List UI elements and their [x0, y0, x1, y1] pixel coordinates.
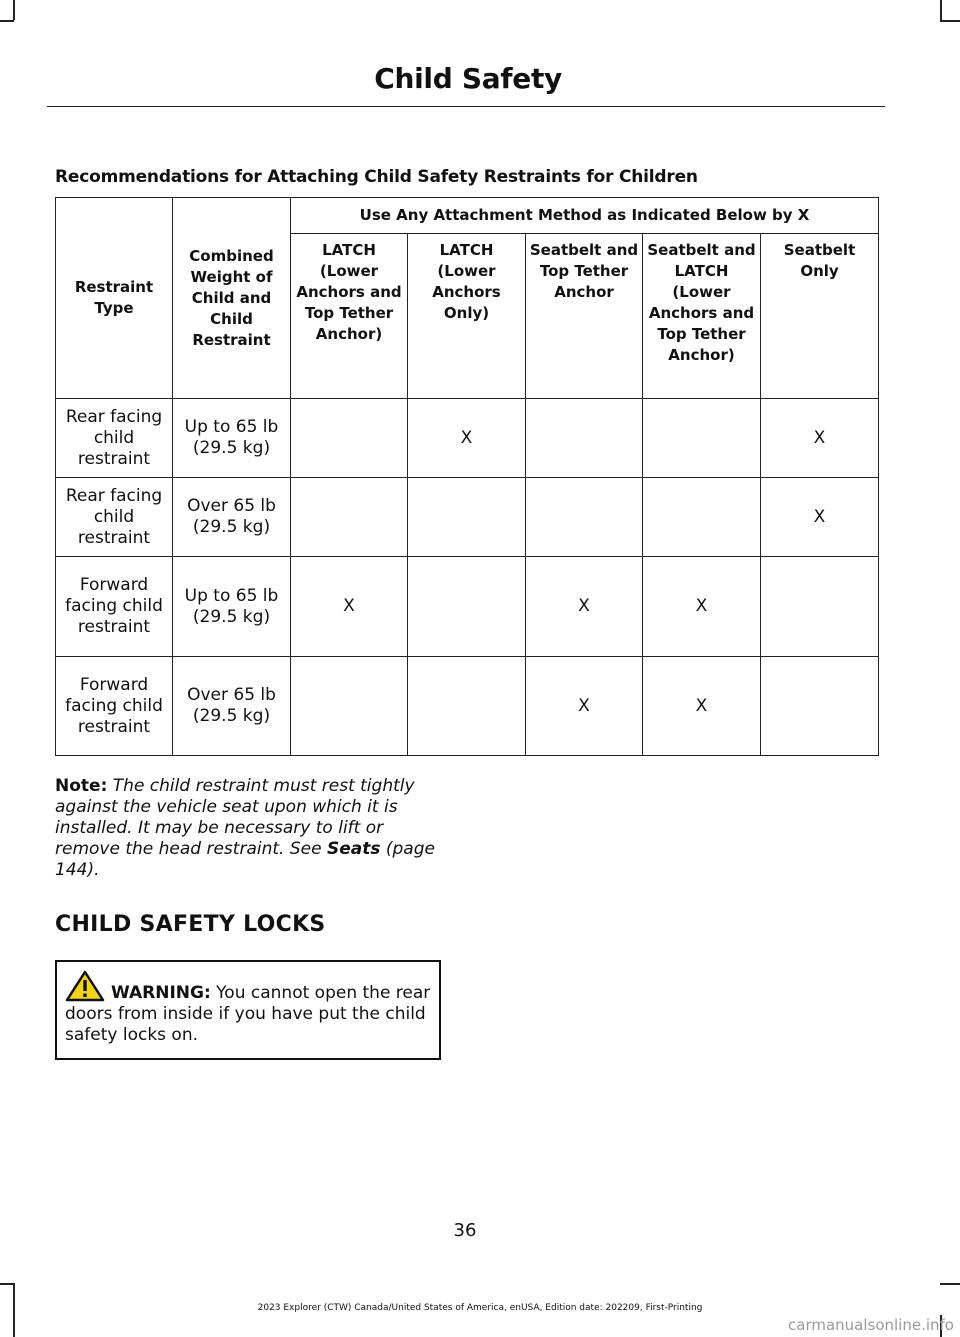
note-text: The child restraint must rest tightly against the vehicle seat upon which it is installed. It may be necessary to lift or remove the head restraint. See: [55, 776, 415, 859]
page-title: Child Safety: [374, 62, 562, 95]
mark-cell: [761, 657, 879, 756]
section-heading: CHILD SAFETY LOCKS: [55, 912, 326, 937]
header-attachment-group: Use Any Attachment Method as Indicated Below by X: [291, 198, 879, 234]
mark-cell: X: [643, 657, 761, 756]
mark-cell: X: [761, 399, 879, 478]
warning-triangle-icon: [65, 970, 105, 1002]
restraint-type-cell: Forward facing child restraint: [56, 557, 173, 657]
mark-cell: [408, 478, 526, 557]
header-method: LATCH (Lower Anchors Only): [408, 234, 526, 399]
restraint-table: [55, 197, 879, 756]
weight-cell: Up to 65 lb (29.5 kg): [173, 399, 291, 478]
weight-cell: Over 65 lb (29.5 kg): [173, 478, 291, 557]
table-row: [56, 399, 879, 478]
header-method: Seatbelt Only: [761, 234, 879, 399]
warning-label: WARNING:: [111, 983, 211, 1003]
mark-cell: X: [761, 478, 879, 557]
mark-cell: [408, 657, 526, 756]
mark-cell: [526, 399, 643, 478]
warning-box: [55, 960, 441, 1060]
header-divider: [47, 106, 885, 107]
header-combined-weight: Combined Weight of Child and Child Restraint: [173, 198, 291, 399]
header-method: Seatbelt and LATCH (Lower Anchors and Top Tether Anchor): [643, 234, 761, 399]
mark-cell: [408, 557, 526, 657]
warning-text: You cannot open the rear doors from inside if you have put the child safety locks on.: [65, 983, 431, 1045]
mark-cell: [526, 478, 643, 557]
crop-mark: [0, 20, 14, 22]
table-row: [56, 478, 879, 557]
restraint-type-cell: Forward facing child restraint: [56, 657, 173, 756]
mark-cell: [761, 557, 879, 657]
mark-cell: [643, 399, 761, 478]
crop-mark: [940, 0, 942, 20]
weight-cell: Up to 65 lb (29.5 kg): [173, 557, 291, 657]
restraint-type-cell: Rear facing child restraint: [56, 478, 173, 557]
mark-cell: X: [643, 557, 761, 657]
crop-mark: [940, 1283, 960, 1285]
mark-cell: [291, 399, 408, 478]
crop-mark: [0, 1283, 14, 1285]
header-restraint-type: Restraint Type: [56, 198, 173, 399]
watermark: carmanualsonline.info: [788, 1316, 954, 1334]
header-method: Seatbelt and Top Tether Anchor: [526, 234, 643, 399]
restraint-type-cell: Rear facing child restraint: [56, 399, 173, 478]
mark-cell: X: [291, 557, 408, 657]
table-caption: Recommendations for Attaching Child Safety Restraints for Children: [55, 167, 698, 187]
table-row: [56, 557, 879, 657]
mark-cell: [291, 657, 408, 756]
weight-cell: Over 65 lb (29.5 kg): [173, 657, 291, 756]
page-number: 36: [453, 1220, 477, 1241]
mark-cell: X: [408, 399, 526, 478]
crop-mark: [13, 0, 15, 20]
header-method: LATCH (Lower Anchors and Top Tether Anchor): [291, 234, 408, 399]
mark-cell: X: [526, 557, 643, 657]
footer-edition-info: 2023 Explorer (CTW) Canada/United States of America, enUSA, Edition date: 202209, First-Printing: [257, 1303, 703, 1313]
crop-mark: [940, 20, 960, 22]
mark-cell: [291, 478, 408, 557]
note-page-ref: (page 144).: [55, 839, 435, 880]
seats-reference-link[interactable]: Seats: [326, 839, 381, 859]
table-row: [56, 657, 879, 756]
note-paragraph: [55, 776, 450, 881]
mark-cell: X: [526, 657, 643, 756]
mark-cell: [643, 478, 761, 557]
note-label: Note:: [55, 776, 108, 796]
